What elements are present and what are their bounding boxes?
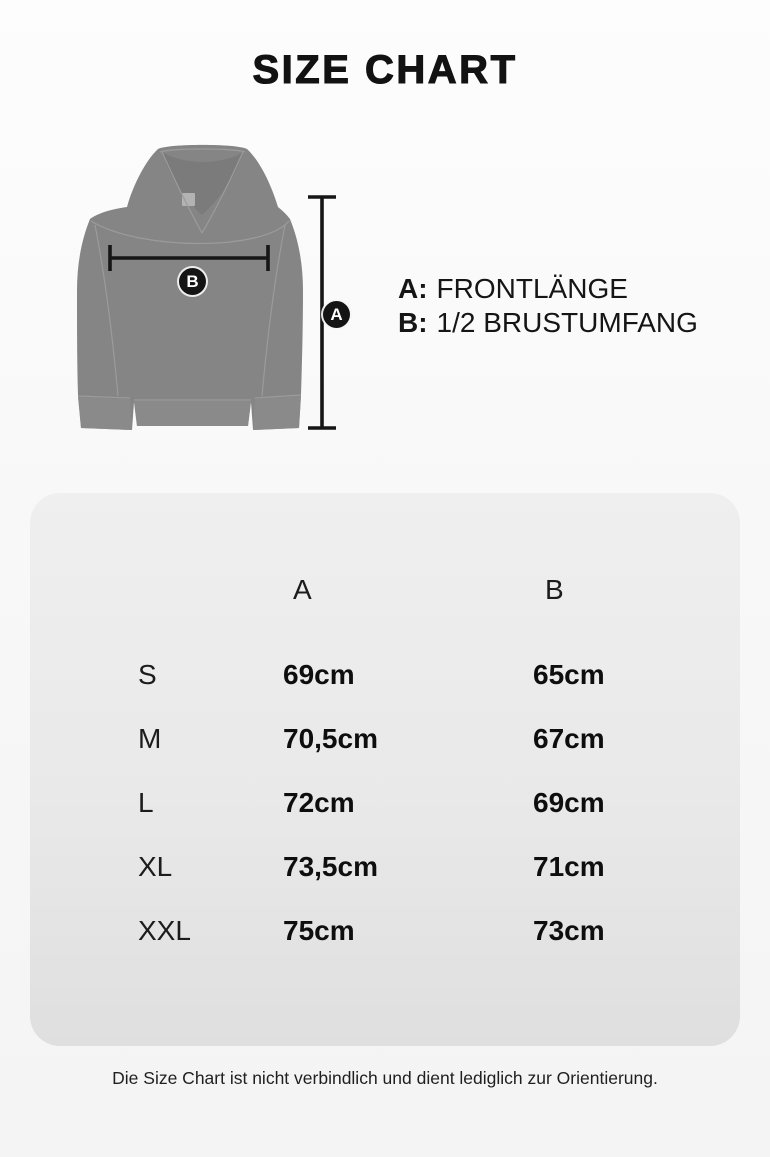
legend-label-a: FRONTLÄNGE <box>436 273 628 304</box>
size-label: XL <box>138 851 173 882</box>
table-row <box>0 785 770 821</box>
size-label: L <box>138 787 154 818</box>
legend-line-b <box>398 306 698 340</box>
table-row <box>0 721 770 757</box>
value-b: 73cm <box>533 915 605 946</box>
value-b: 67cm <box>533 723 605 754</box>
value-a: 73,5cm <box>283 851 378 882</box>
size-label: XXL <box>138 915 191 946</box>
column-header-b: B <box>545 574 564 605</box>
value-a: 70,5cm <box>283 723 378 754</box>
measure-badge-b: B <box>179 268 206 295</box>
size-label: S <box>138 659 157 690</box>
value-a: 72cm <box>283 787 355 818</box>
page-title: SIZE CHART <box>252 48 518 92</box>
size-label: M <box>138 723 162 754</box>
measurement-lines <box>90 185 360 441</box>
table-row <box>0 913 770 949</box>
measurement-legend <box>398 272 698 340</box>
value-b: 65cm <box>533 659 605 690</box>
value-b: 71cm <box>533 851 605 882</box>
legend-key-a: A: <box>398 273 428 304</box>
value-a: 75cm <box>283 915 355 946</box>
value-a: 69cm <box>283 659 355 690</box>
table-row <box>0 849 770 885</box>
value-b: 69cm <box>533 787 605 818</box>
legend-key-b: B: <box>398 307 428 338</box>
table-header-row <box>0 572 770 608</box>
legend-line-a <box>398 272 698 306</box>
legend-label-b: 1/2 BRUSTUMFANG <box>436 307 698 338</box>
disclaimer-note: Die Size Chart ist nicht verbindlich und dient lediglich zur Orientierung. <box>112 1068 658 1088</box>
column-header-a: A <box>293 574 312 605</box>
measure-badge-a: A <box>323 301 350 328</box>
table-row <box>0 657 770 693</box>
